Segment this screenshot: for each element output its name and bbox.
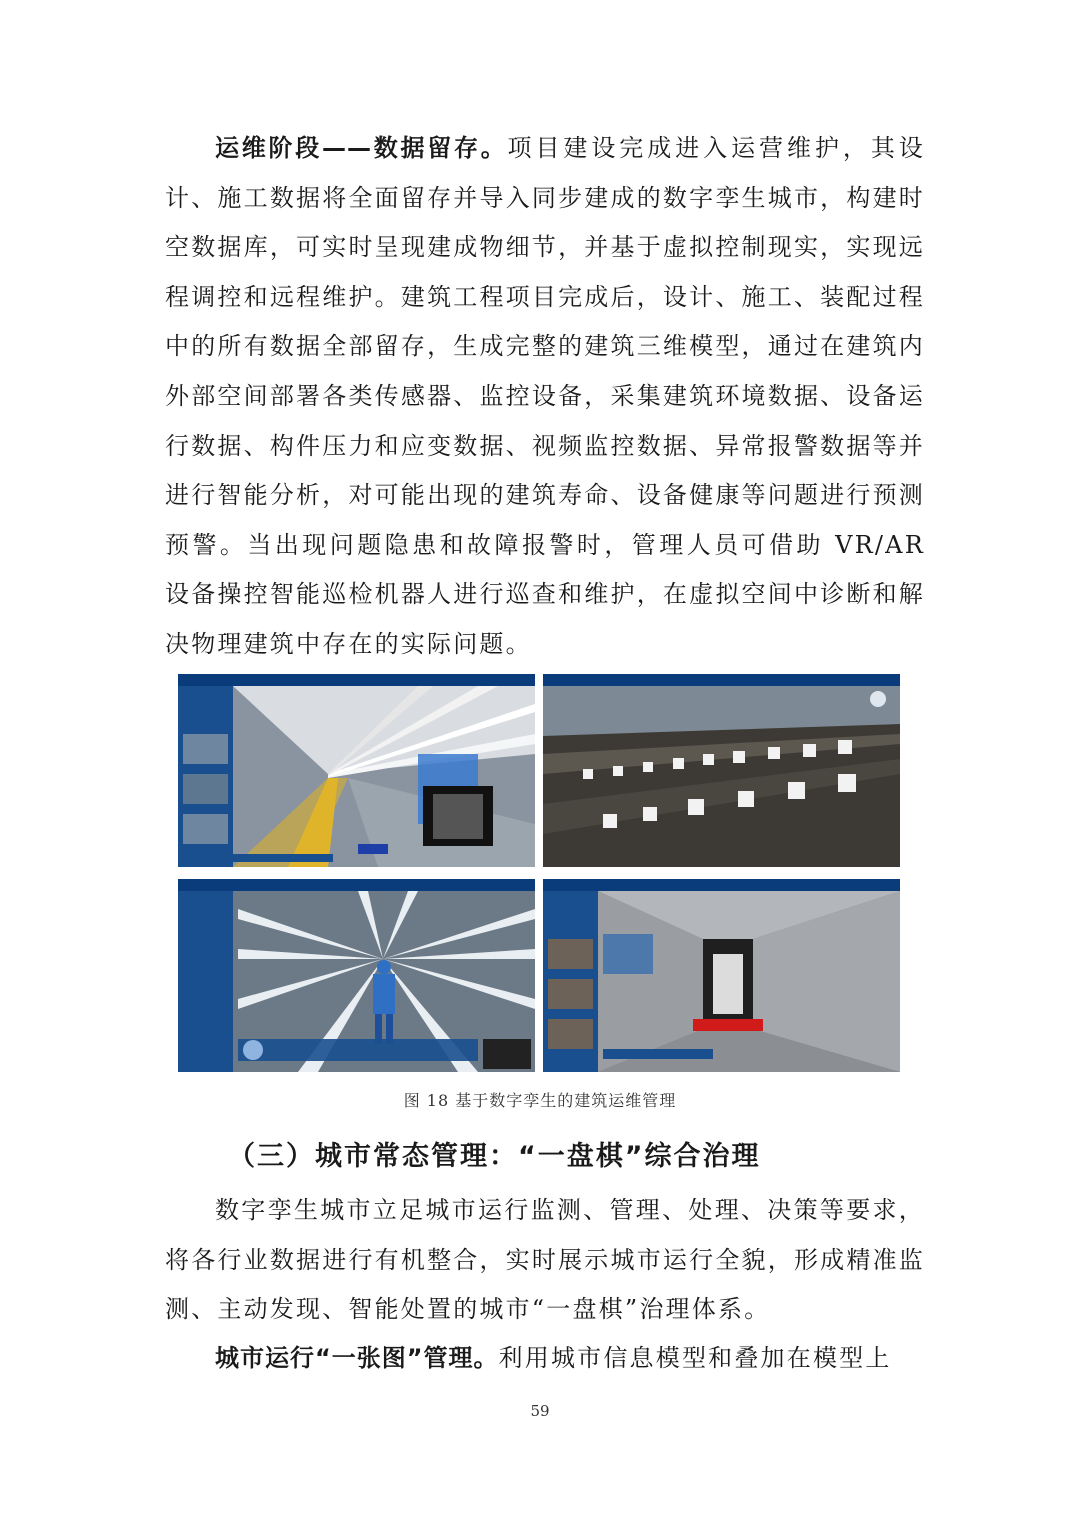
paragraph-body-city-map: 利用城市信息模型和叠加在模型上 bbox=[498, 1344, 892, 1372]
paragraph-city-normal-management bbox=[165, 1186, 925, 1335]
paragraph-city-map-management bbox=[165, 1334, 925, 1384]
screenshot-aerial-markers bbox=[543, 674, 900, 867]
section-heading: （三）城市常态管理：“一盘棋”综合治理 bbox=[228, 1141, 761, 1172]
lead-phrase-operations: 运维阶段——数据留存。 bbox=[215, 134, 508, 162]
paragraph-body-city: 数字孪生城市立足城市运行监测、管理、处理、决策等要求，将各行业数据进行有机整合，实时展示城市运行全貌，形成精准监测、主动发现、智能处置的城市“一盘棋”治理体系。 bbox=[165, 1196, 925, 1324]
screenshot-concrete-corridor bbox=[543, 879, 900, 1072]
lead-phrase-city-map: 城市运行“一张图”管理。 bbox=[215, 1344, 499, 1372]
page-number: 59 bbox=[530, 1402, 550, 1420]
screenshot-worker-walkway bbox=[178, 879, 535, 1072]
paragraph-body-operations: 项目建设完成进入运营维护，其设计、施工数据将全面留存并导入同步建成的数字孪生城市，构建时空数据库，可实时呈现建成物细节，并基于虚拟控制现实，实现远程调控和远程维护。建筑工程项目完成后，设计、施工、装配过程中的所有数据全部留存，生成完整的建筑三维模型，通过在建筑内外部空间部署各类传感器、监控设备，采集建筑环境数据、设备运行数据、构件压力和应变数据、视频监控数据、异常报警数据等并进行智能分析，对可能出现的建筑寿命、设备健康等问题进行预测预警。当出现问题隐患和故障报警时，管理人员可借助 VR/AR 设备操控智能巡检机器人进行巡查和维护，在虚拟空间中诊断和解决物理建筑中存在的实际问题。 bbox=[165, 134, 925, 658]
figure-caption: 图 18 基于数字孪生的建筑运维管理 bbox=[403, 1091, 677, 1110]
screenshot-tunnel-corridor bbox=[178, 674, 535, 867]
paragraph-operations-phase bbox=[165, 124, 925, 670]
figure-18 bbox=[178, 674, 903, 1072]
